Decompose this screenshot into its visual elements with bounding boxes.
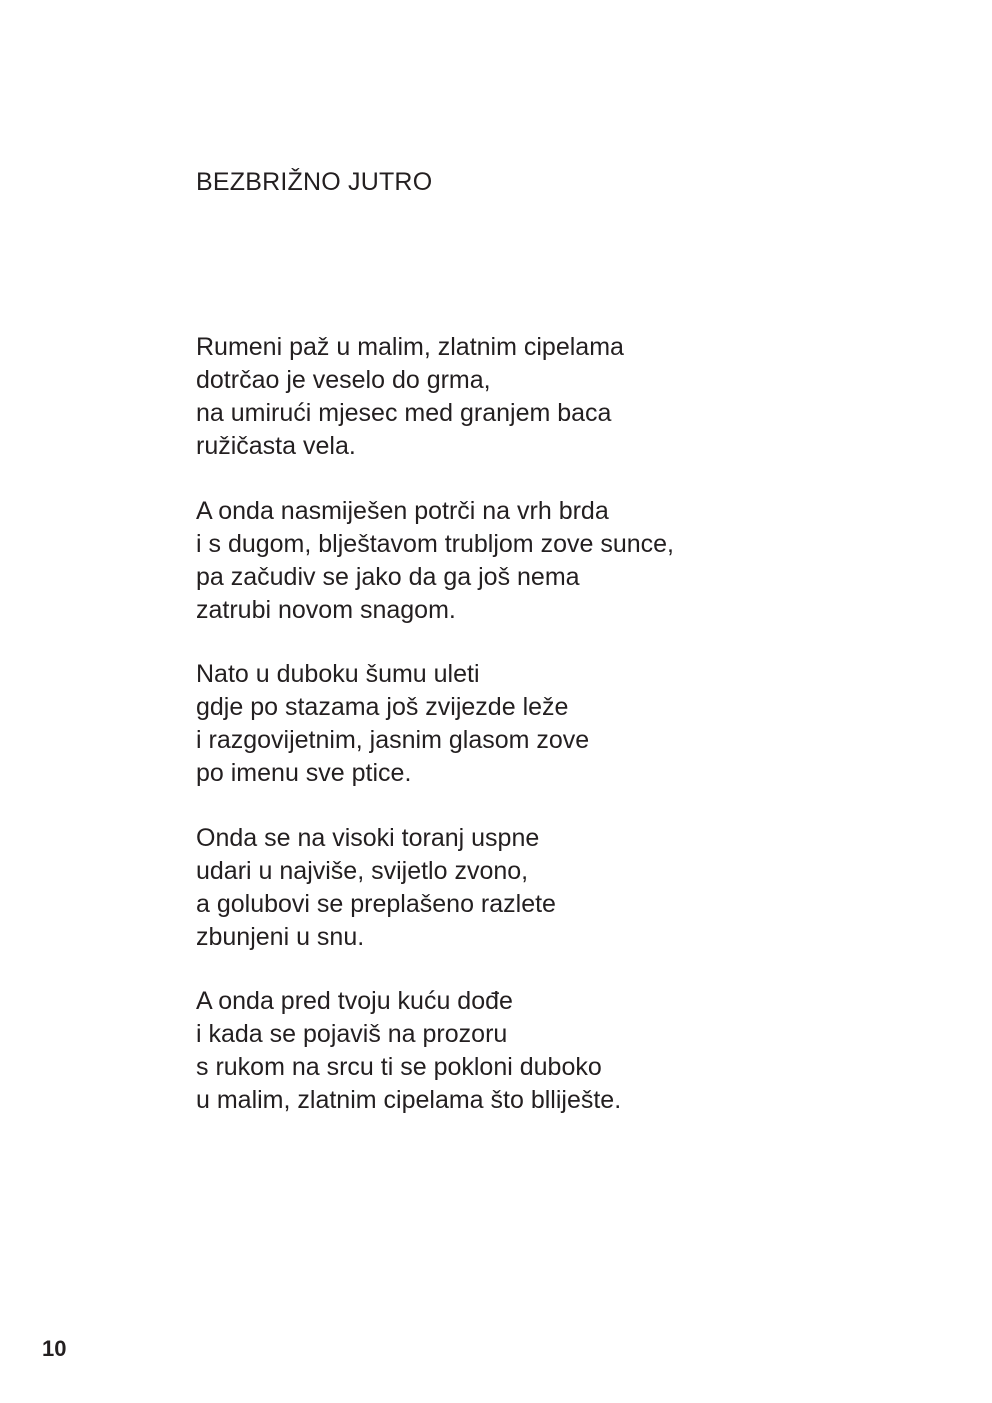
poem-line: Rumeni paž u malim, zlatnim cipelama <box>196 333 624 361</box>
poem-line: A onda nasmiješen potrči na vrh brda <box>196 496 609 525</box>
poem-line: po imenu sve ptice. <box>196 759 412 787</box>
poem-line: udari u najviše, svijetlo zvono, <box>196 856 529 885</box>
page-number: 10 <box>42 1336 67 1361</box>
poem-line: dotrčao je veselo do grma, <box>196 366 491 394</box>
stanza-3 <box>196 658 896 790</box>
poem-title: BEZBRIŽNO JUTRO <box>196 168 433 196</box>
poem-line: i kada se pojaviš na prozoru <box>196 1020 508 1048</box>
poem-line: pa začudiv se jako da ga još nema <box>196 562 580 591</box>
poem-line: u malim, zlatnim cipelama što blliješte. <box>196 1086 622 1114</box>
stanza-1 <box>196 331 896 463</box>
stanza-5 <box>196 985 896 1117</box>
poem-line: zatrubi novom snagom. <box>196 595 456 624</box>
poem-line: i s dugom, blještavom trubljom zove sunce, <box>196 529 674 558</box>
poem-line: zbunjeni u snu. <box>196 922 365 951</box>
stanza-4 <box>196 822 896 954</box>
stanza-2 <box>196 495 896 627</box>
poem-line: A onda pred tvoju kuću dođe <box>196 987 513 1015</box>
poem-line: ružičasta vela. <box>196 432 356 460</box>
poem-line: Nato u duboku šumu uleti <box>196 660 480 688</box>
poem-line: a golubovi se preplašeno razlete <box>196 889 556 918</box>
poem-line: s rukom na srcu ti se pokloni duboko <box>196 1053 602 1081</box>
poem-line: na umirući mjesec med granjem baca <box>196 399 612 427</box>
poem-line: gdje po stazama još zvijezde leže <box>196 693 569 721</box>
poem-body <box>196 331 896 1149</box>
poem-line: Onda se na visoki toranj uspne <box>196 823 540 852</box>
poem-line: i razgovijetnim, jasnim glasom zove <box>196 726 590 754</box>
